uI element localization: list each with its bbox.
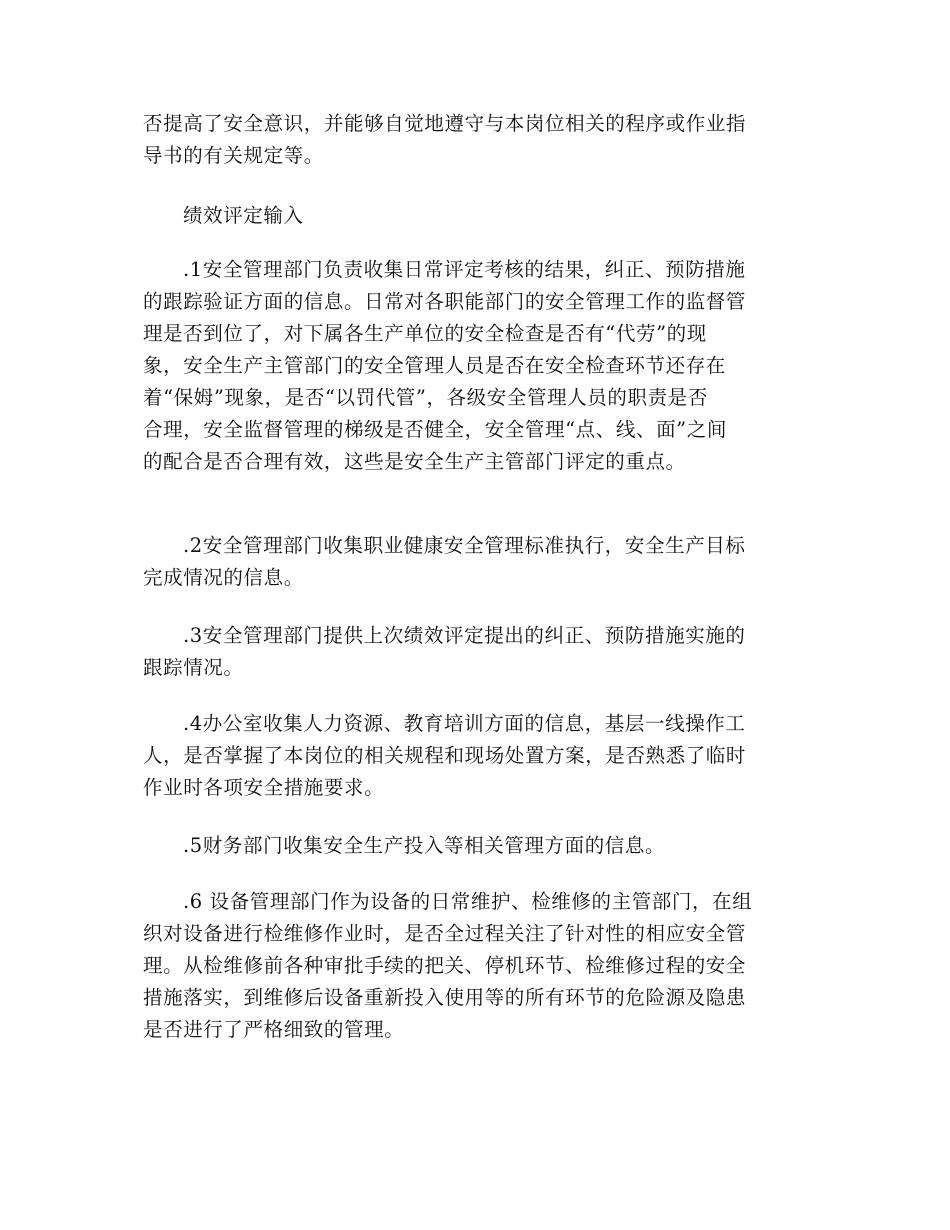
text-line: 理。从检维修前各种审批手续的把关、停机环节、检维修过程的安全 <box>143 954 747 977</box>
section-heading <box>143 200 808 232</box>
text-line: 的跟踪验证方面的信息。日常对各职能部门的安全管理工作的监督管 <box>143 290 747 313</box>
text-line: 否提高了安全意识，并能够自觉地遵守与本岗位相关的程序或作业指 <box>143 112 747 135</box>
paragraph-item-3 <box>143 620 808 684</box>
text-line: 导书的有关规定等。 <box>143 144 324 167</box>
text-line: 人，是否掌握了本岗位的相关规程和现场处置方案，是否熟悉了临时 <box>143 744 747 767</box>
paragraph-item-1 <box>143 254 808 478</box>
text-line: 措施落实，到维修后设备重新投入使用等的所有环节的危险源及隐患 <box>143 986 747 1009</box>
text-line: 着“保姆”现象，是否“以罚代管”，各级安全管理人员的职责是否 <box>143 386 708 409</box>
paragraph-item-4 <box>143 708 808 804</box>
text-line: 理是否到位了，对下属各生产单位的安全检查是否有“代劳”的现 <box>143 322 707 345</box>
heading-text: 绩效评定输入 <box>183 204 304 227</box>
text-line: 合理，安全监督管理的梯级是否健全，安全管理“点、线、面”之间 <box>143 418 727 441</box>
text-line: 织对设备进行检维修作业时，是否全过程关注了针对性的相应安全管 <box>143 922 747 945</box>
text-line: 象，安全生产主管部门的安全管理人员是否在安全检查环节还存在 <box>143 354 726 377</box>
text-line: .2安全管理部门收集职业健康安全管理标准执行，安全生产目标 <box>183 534 746 557</box>
paragraph-item-6 <box>143 886 808 1046</box>
text-line: 完成情况的信息。 <box>143 566 304 589</box>
paragraph-continuation <box>143 108 808 172</box>
text-line: .4办公室收集人力资源、教育培训方面的信息，基层一线操作工 <box>183 712 746 735</box>
text-line: .6 设备管理部门作为设备的日常维护、检维修的主管部门，在组 <box>183 890 753 913</box>
paragraph-item-2 <box>143 530 808 594</box>
text-line: 是否进行了严格细致的管理。 <box>143 1018 405 1041</box>
paragraph-item-5 <box>143 830 808 862</box>
text-line: .5财务部门收集安全生产投入等相关管理方面的信息。 <box>183 834 666 857</box>
text-line: 跟踪情况。 <box>143 656 244 679</box>
text-line: 的配合是否合理有效，这些是安全生产主管部门评定的重点。 <box>143 450 686 473</box>
text-line: 作业时各项安全措施要求。 <box>143 776 385 799</box>
text-line: .3安全管理部门提供上次绩效评定提出的纠正、预防措施实施的 <box>183 624 746 647</box>
text-line: .1安全管理部门负责收集日常评定考核的结果，纠正、预防措施 <box>183 258 746 281</box>
